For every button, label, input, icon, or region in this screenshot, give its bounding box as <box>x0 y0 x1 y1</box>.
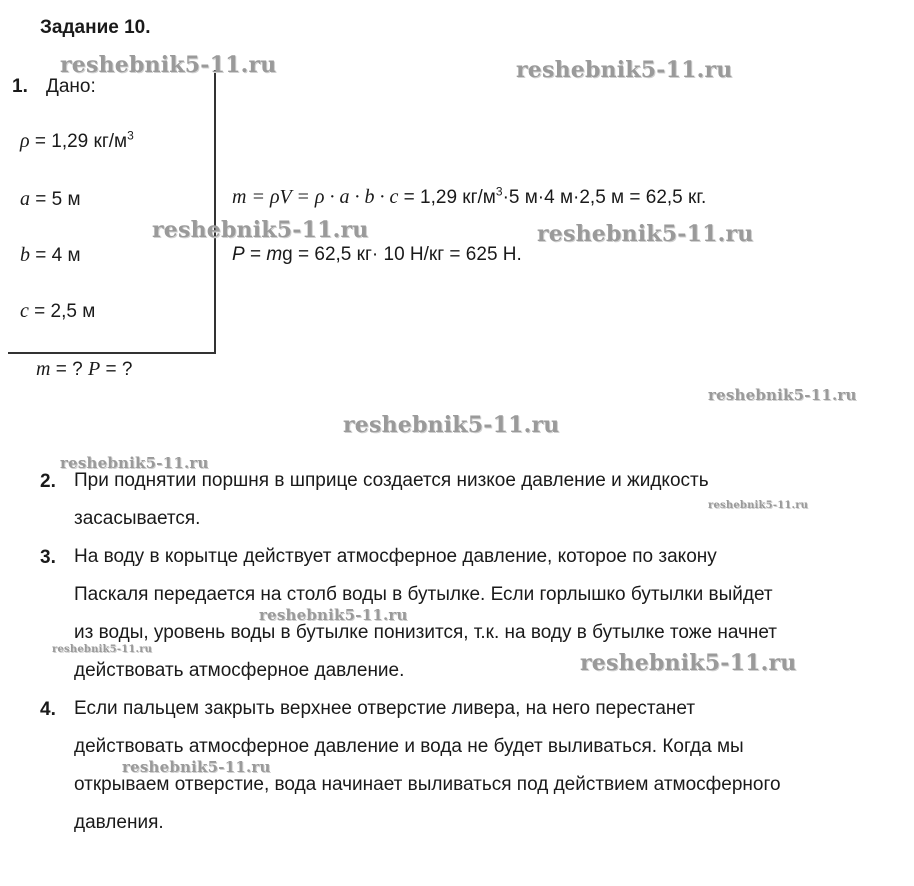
formula-weight-m: m <box>266 244 283 265</box>
given-a <box>20 188 81 211</box>
find-mid: = ? <box>55 359 88 380</box>
watermark: reshebnik5-11.ru <box>60 52 277 78</box>
formula-weight-mid: = <box>244 244 267 265</box>
watermark: reshebnik5-11.ru <box>708 386 857 404</box>
watermark: reshebnik5-11.ru <box>152 217 369 243</box>
task3-line: действовать атмосферное давление. <box>74 660 405 681</box>
watermark: reshebnik5-11.ru <box>259 606 408 624</box>
b-value: = 4 м <box>35 245 81 266</box>
a-symbol: a <box>20 188 30 210</box>
given-c <box>20 300 95 323</box>
watermark: reshebnik5-11.ru <box>52 644 153 655</box>
formula-mass-exponent: 3 <box>495 184 503 199</box>
find-end: = ? <box>100 359 133 380</box>
task4-line: действовать атмосферное давление и вода не будет выливаться. Когда мы <box>74 736 744 757</box>
given-b <box>20 244 81 267</box>
watermark: reshebnik5-11.ru <box>537 221 754 247</box>
find-p-symbol: P <box>87 358 101 380</box>
task2-text <box>74 462 709 538</box>
task4-line: Если пальцем закрыть верхнее отверстие ливера, на него перестанет <box>74 698 696 719</box>
task3-line: На воду в корытце действует атмосферное давление, которое по закону <box>74 546 717 567</box>
rho-symbol: ρ <box>20 130 30 152</box>
formula-weight-tail: g = 62,5 кг· 10 Н/кг = 625 Н. <box>282 244 522 265</box>
c-value: = 2,5 м <box>34 301 96 322</box>
given-divider-horizontal <box>8 352 216 354</box>
task4-line: давления. <box>74 812 164 833</box>
task2-line: При поднятии поршня в шприце создается низкое давление и жидкость <box>74 470 709 491</box>
rho-value: = 1,29 кг/м <box>34 131 128 152</box>
watermark: reshebnik5-11.ru <box>343 412 560 438</box>
b-symbol: b <box>20 244 30 266</box>
find-line <box>36 358 132 381</box>
formula-mass <box>232 186 706 209</box>
watermark: reshebnik5-11.ru <box>516 57 733 83</box>
given-divider-vertical <box>214 70 216 354</box>
find-m-symbol: m <box>36 358 51 380</box>
task3-line: Паскаля передается на столб воды в бутылке. Если горлышко бутылки выйдет <box>74 584 773 605</box>
page-title: Задание 10. <box>40 17 151 38</box>
formula-mass-lhs: m = ρV = ρ · a · b · c <box>232 186 399 208</box>
task2-line: засасывается. <box>74 508 201 529</box>
given-label: Дано: <box>46 76 96 97</box>
task2-number: 2. <box>40 471 56 492</box>
c-symbol: c <box>20 300 29 322</box>
watermark: reshebnik5-11.ru <box>708 500 809 511</box>
watermark: reshebnik5-11.ru <box>580 650 797 676</box>
task3-number: 3. <box>40 547 56 568</box>
watermark: reshebnik5-11.ru <box>60 454 209 472</box>
task3-line: из воды, уровень воды в бутылке понизится, т.к. на воду в бутылке тоже начнет <box>74 622 777 643</box>
formula-weight-p: P <box>232 244 245 265</box>
formula-mass-rhs: = 1,29 кг/м <box>398 187 496 208</box>
task1-number: 1. <box>12 76 28 97</box>
task4-number: 4. <box>40 699 56 720</box>
a-value: = 5 м <box>35 189 81 210</box>
watermark: reshebnik5-11.ru <box>122 758 271 776</box>
formula-mass-tail: ·5 м·4 м·2,5 м = 62,5 кг. <box>502 187 707 208</box>
rho-exponent: 3 <box>127 128 134 143</box>
given-rho <box>20 130 134 153</box>
task4-line: открываем отверстие, вода начинает выливаться под действием атмосферного <box>74 774 781 795</box>
formula-weight <box>232 244 522 266</box>
